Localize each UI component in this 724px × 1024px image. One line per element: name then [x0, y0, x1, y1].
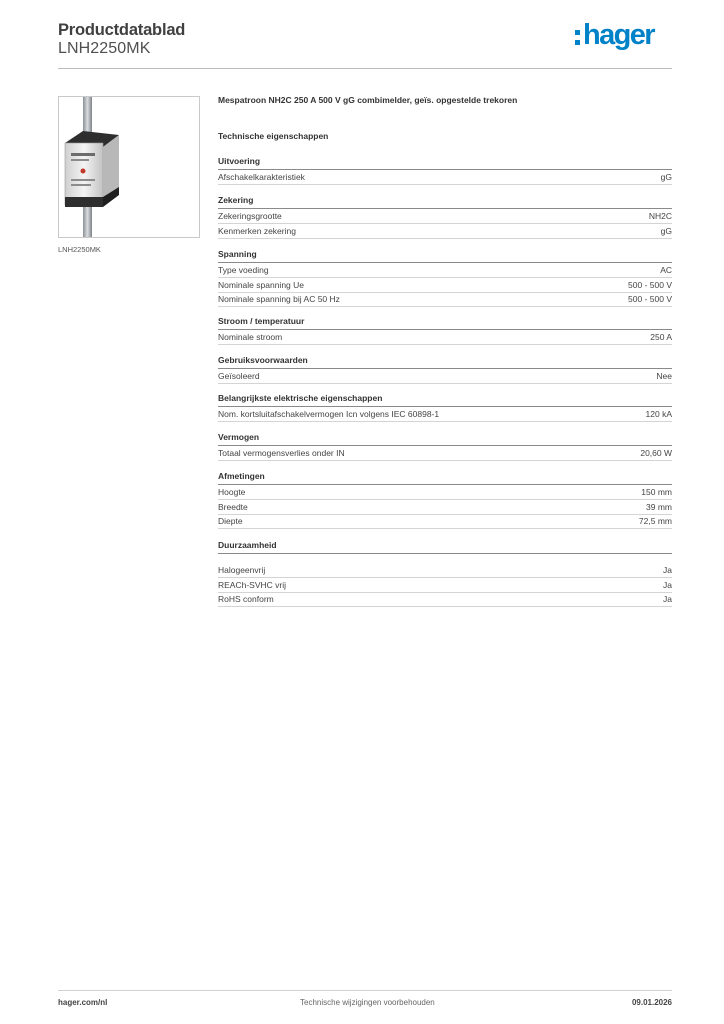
spec-value: 250 A — [650, 332, 672, 342]
group-title: Uitvoering — [218, 156, 672, 170]
spec-row — [218, 579, 672, 593]
group-title: Duurzaamheid — [218, 540, 672, 554]
group-title: Spanning — [218, 249, 672, 263]
spec-label: Kenmerken zekering — [218, 225, 296, 236]
spec-value: Ja — [663, 565, 672, 575]
fuse-cartridge-icon — [59, 97, 199, 237]
image-caption: LNH2250MK — [58, 245, 101, 254]
spec-value: gG — [660, 172, 672, 182]
spec-value: 20,60 W — [640, 448, 672, 458]
spec-row — [218, 501, 672, 515]
spec-label: Halogeenvrij — [218, 565, 266, 575]
properties-heading: Technische eigenschappen — [218, 131, 329, 141]
product-description: Mespatroon NH2C 250 A 500 V gG combimelder, geïs. opgestelde trekoren — [218, 95, 518, 105]
spec-row — [218, 210, 672, 224]
spec-value: 500 - 500 V — [628, 279, 672, 290]
group-title: Zekering — [218, 195, 672, 209]
spec-value: 72,5 mm — [638, 516, 672, 526]
footer-divider — [58, 990, 672, 991]
spec-label: Type voeding — [218, 265, 269, 275]
spec-value: 120 kA — [645, 409, 672, 419]
spec-row — [218, 331, 672, 345]
spec-label: Geïsoleerd — [218, 371, 260, 381]
hager-logo — [575, 18, 654, 52]
spec-label: Nominale spanning bij AC 50 Hz — [218, 294, 340, 304]
spec-label: Nominale stroom — [218, 332, 283, 342]
spec-row — [218, 264, 672, 278]
group-title: Belangrijkste elektrische eigenschappen — [218, 393, 672, 407]
spec-value: gG — [660, 225, 672, 236]
document-title: Productdatablad — [58, 21, 186, 39]
spec-label: RoHS conform — [218, 594, 274, 604]
spec-label: Zekeringsgrootte — [218, 211, 282, 221]
product-code: LNH2250MK — [58, 40, 151, 57]
spec-label: REACh-SVHC vrij — [218, 579, 287, 590]
spec-value: 150 mm — [641, 487, 672, 497]
spec-value: 500 - 500 V — [628, 294, 672, 304]
product-image — [58, 96, 200, 238]
spec-value: Nee — [656, 371, 672, 381]
spec-label: Nominale spanning Ue — [218, 279, 304, 290]
spec-row — [218, 279, 672, 293]
spec-label: Hoogte — [218, 487, 246, 497]
spec-label: Totaal vermogensverlies onder IN — [218, 448, 345, 458]
group-title: Afmetingen — [218, 471, 672, 485]
spec-value: NH2C — [648, 211, 672, 221]
spec-label: Breedte — [218, 501, 248, 512]
spec-row — [218, 225, 672, 239]
spec-row — [218, 370, 672, 384]
footer-website[interactable]: hager.com/nl — [58, 998, 108, 1007]
spec-row — [218, 408, 672, 422]
spec-value: Ja — [663, 579, 672, 590]
footer-disclaimer: Technische wijzigingen voorbehouden — [300, 998, 435, 1007]
page-header — [58, 20, 672, 68]
spec-label: Afschakelkarakteristiek — [218, 172, 305, 182]
spec-value: Ja — [663, 594, 672, 604]
footer-date: 09.01.2026 — [631, 998, 672, 1007]
spec-row — [218, 447, 672, 461]
spec-value: AC — [660, 265, 672, 275]
spec-row — [218, 293, 672, 307]
group-title: Gebruiksvoorwaarden — [218, 355, 672, 369]
spec-label: Diepte — [218, 516, 243, 526]
group-title: Vermogen — [218, 432, 672, 446]
spec-row — [218, 564, 672, 578]
group-title: Stroom / temperatuur — [218, 316, 672, 330]
header-divider — [58, 68, 672, 69]
spec-label: Nom. kortsluitafschakelvermogen Icn volgens IEC 60898-1 — [218, 409, 440, 419]
spec-row — [218, 515, 672, 529]
logo-colon-icon — [575, 18, 581, 52]
spec-value: 39 mm — [646, 501, 672, 512]
spec-row — [218, 171, 672, 185]
spec-row — [218, 593, 672, 607]
spec-row — [218, 486, 672, 500]
logo-text: hager — [583, 19, 654, 51]
